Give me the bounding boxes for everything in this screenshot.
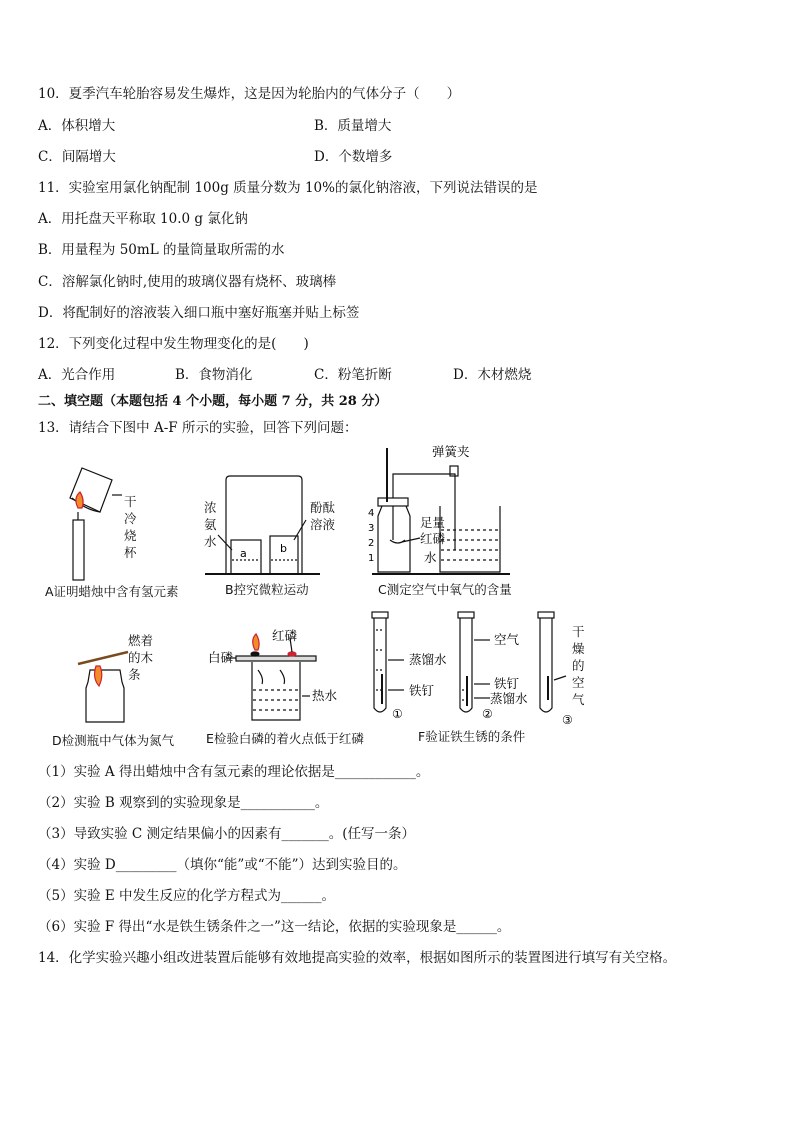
q14-stem: 14．化学实验兴趣小组改进装置后能够有效地提高实验的效率，根据如图所示的装置图进行填写有关空格。 [38, 950, 677, 966]
svg-text:条: 条 [128, 667, 141, 682]
experiment-e [226, 634, 316, 720]
label-c-water: 水 [424, 550, 437, 565]
svg-text:燃着: 燃着 [128, 633, 154, 648]
svg-text:烧: 烧 [124, 528, 137, 543]
svg-text:杯: 杯 [124, 545, 137, 560]
svg-text:干: 干 [572, 624, 585, 639]
svg-text:气: 气 [572, 692, 585, 707]
label-c-1: 1 [368, 553, 375, 564]
label-c-4: 4 [368, 508, 375, 519]
section-heading: 二、填空题（本题包括 4 个小题，每小题 7 分，共 28 分） [38, 394, 388, 409]
q10-option-c: C．间隔增大 [38, 149, 116, 165]
svg-text:干: 干 [124, 494, 137, 509]
label-b-b: b [280, 542, 287, 555]
q10-option-a: A．体积增大 [38, 118, 116, 134]
experiment-c [372, 448, 510, 574]
label-e-hot: 热水 [312, 688, 338, 703]
svg-text:足量: 足量 [420, 515, 446, 530]
q12-option-c: C．粉笔折断 [314, 367, 392, 383]
q13-sub1: （1）实验 A 得出蜡烛中含有氢元素的理论依据是____________。 [38, 764, 430, 780]
q13-sub3: （3）导致实验 C 测定结果偏小的因素有_______。(任写一条） [38, 826, 416, 842]
q12-stem: 12．下列变化过程中发生物理变化的是( ) [38, 336, 309, 352]
q11-stem: 11．实验室用氯化钠配制 100g 质量分数为 10%的氯化钠溶液，下列说法错误的是 [38, 180, 538, 196]
experiment-d [78, 652, 128, 722]
svg-text:浓: 浓 [204, 500, 217, 515]
caption-d: D检测瓶中气体为氮气 [52, 733, 175, 748]
label-c-3: 3 [368, 523, 375, 534]
svg-text:冷: 冷 [124, 511, 137, 526]
q11-option-a: A．用托盘天平称取 10.0 g 氯化钠 [38, 211, 248, 227]
label-e-red: 红磷 [272, 628, 298, 643]
experiment-a [70, 468, 122, 580]
caption-c: C测定空气中氧气的含量 [378, 582, 512, 597]
svg-text:燥: 燥 [572, 641, 585, 656]
label-f-nail1: 铁钉 [409, 683, 435, 698]
q12-option-b: B．食物消化 [175, 367, 253, 383]
svg-text:的: 的 [572, 658, 585, 673]
q11-option-c: C．溶解氯化钠时,使用的玻璃仪器有烧杯、玻璃棒 [38, 274, 337, 290]
experiment-figure [0, 440, 794, 770]
caption-b: B控究微粒运动 [225, 582, 309, 597]
label-f-dw2: 蒸馏水 [490, 691, 528, 706]
svg-text:空: 空 [572, 675, 585, 690]
q11-option-d: D．将配制好的溶液装入细口瓶中塞好瓶塞并贴上标签 [38, 305, 360, 321]
label-c-clip: 弹簧夹 [432, 444, 470, 459]
experiment-b [205, 476, 320, 574]
caption-a: A证明蜡烛中含有氢元素 [45, 584, 179, 599]
caption-f: F验证铁生锈的条件 [418, 729, 526, 744]
q12-option-d: D．木材燃烧 [453, 367, 532, 383]
svg-text:氨: 氨 [204, 517, 217, 532]
experiment-f [372, 612, 566, 712]
label-f-dw1: 蒸馏水 [409, 652, 447, 667]
label-b-a: a [240, 547, 247, 560]
q13-sub2: （2）实验 B 观察到的实验现象是___________。 [38, 795, 329, 811]
q10-option-d: D．个数增多 [314, 149, 393, 165]
q13-stem: 13．请结合下图中 A-F 所示的实验，回答下列问题： [38, 420, 358, 436]
label-f-n2: ② [482, 707, 493, 721]
label-f-air: 空气 [494, 632, 520, 647]
q13-sub6: （6）实验 F 得出“水是铁生锈条件之一”这一结论，依据的实验现象是______。 [38, 919, 511, 935]
q13-sub4: （4）实验 D_________（填你“能”或“不能”）达到实验目的。 [38, 857, 407, 873]
q10-option-b: B．质量增大 [314, 118, 392, 134]
q12-option-a: A．光合作用 [38, 367, 116, 383]
svg-text:酚酞: 酚酞 [310, 500, 336, 515]
label-f-n1: ① [392, 707, 403, 721]
caption-e: E检验白磷的着火点低于红磷 [206, 731, 364, 746]
q13-sub5: （5）实验 E 中发生反应的化学方程式为______。 [38, 888, 336, 904]
label-f-n3: ③ [562, 713, 573, 727]
svg-text:红磷: 红磷 [420, 531, 446, 546]
label-f-nail2: 铁钉 [494, 676, 520, 691]
svg-text:的木: 的木 [128, 650, 154, 665]
svg-text:水: 水 [204, 534, 217, 549]
q10-stem: 10．夏季汽车轮胎容易发生爆炸，这是因为轮胎内的气体分子（ ） [38, 86, 461, 102]
q11-option-b: B．用量程为 50mL 的量筒量取所需的水 [38, 242, 285, 258]
label-c-2: 2 [368, 538, 375, 549]
label-e-white: 白磷 [208, 650, 234, 665]
svg-text:溶液: 溶液 [310, 517, 336, 532]
